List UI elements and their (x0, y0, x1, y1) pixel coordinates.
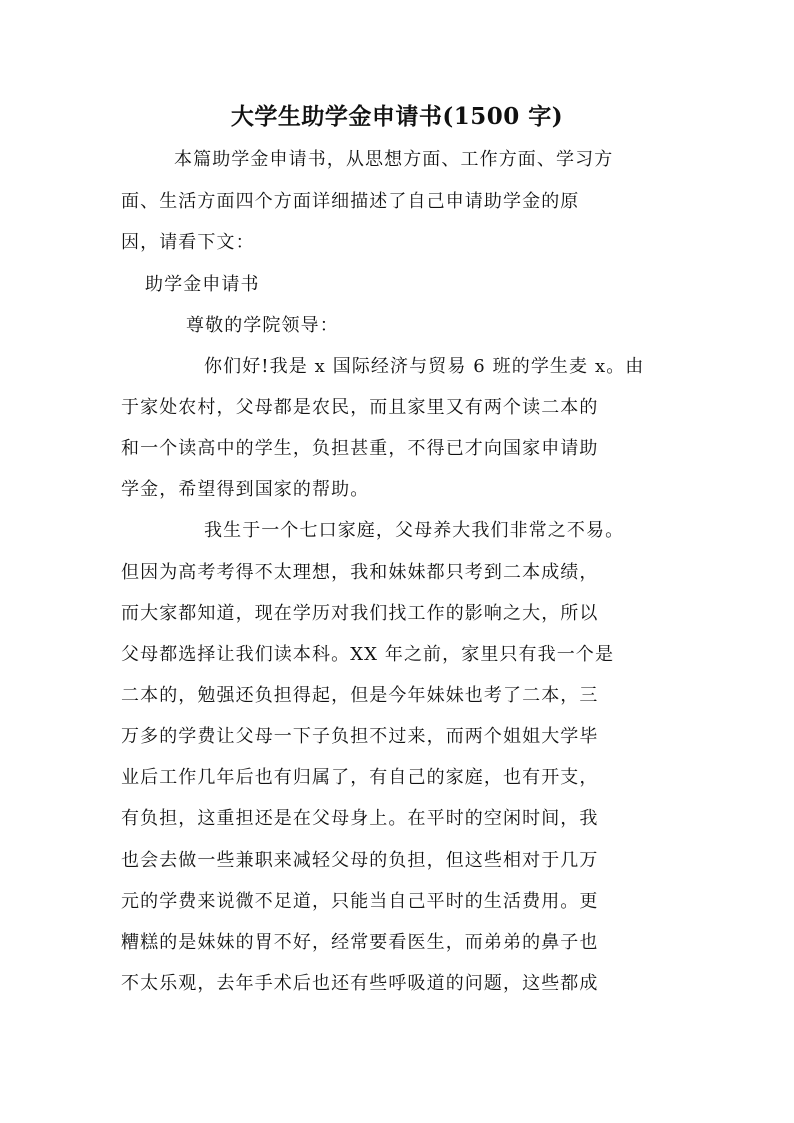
letter-subtitle: 助学金申请书 (145, 274, 260, 295)
paragraph-line: 二本的，勉强还负担得起，但是今年妹妹也考了二本，三 (121, 685, 599, 706)
paragraph-line: 也会去做一些兼职来减轻父母的负担，但这些相对于几万 (121, 850, 599, 871)
paragraph-line: 我生于一个七口家庭，父母养大我们非常之不易。 (204, 520, 625, 541)
intro-line: 因，请看下文： (121, 232, 255, 253)
paragraph-line: 但因为高考考得不太理想，我和妹妹都只考到二本成绩， (121, 562, 599, 583)
paragraph-line: 不太乐观，去年手术后也还有些呼吸道的问题，这些都成 (121, 973, 599, 994)
paragraph-line: 于家处农村，父母都是农民，而且家里又有两个读二本的 (121, 397, 599, 418)
paragraph-line: 你们好!我是 x 国际经济与贸易 6 班的学生麦 x。由 (204, 356, 645, 377)
paragraph-line: 有负担，这重担还是在父母身上。在平时的空闲时间，我 (121, 808, 599, 829)
paragraph-line: 而大家都知道，现在学历对我们找工作的影响之大，所以 (121, 603, 599, 624)
paragraph-line: 万多的学费让父母一下子负担不过来，而两个姐姐大学毕 (121, 726, 599, 747)
paragraph-line: 和一个读高中的学生，负担甚重，不得已才向国家申请助 (121, 438, 599, 459)
document-title: 大学生助学金申请书(1500 字) (230, 103, 564, 130)
paragraph-line: 糟糕的是妹妹的胃不好，经常要看医生，而弟弟的鼻子也 (121, 932, 599, 953)
intro-line: 本篇助学金申请书，从思想方面、工作方面、学习方 (174, 149, 614, 170)
intro-line: 面、生活方面四个方面详细描述了自己申请助学金的原 (121, 191, 580, 212)
salutation: 尊敬的学院领导： (186, 315, 339, 336)
paragraph-line: 父母都选择让我们读本科。XX 年之前，家里只有我一个是 (121, 644, 615, 665)
paragraph-line: 学金，希望得到国家的帮助。 (121, 479, 370, 500)
paragraph-line: 业后工作几年后也有归属了，有自己的家庭，也有开支， (121, 767, 599, 788)
paragraph-line: 元的学费来说微不足道，只能当自己平时的生活费用。更 (121, 891, 599, 912)
